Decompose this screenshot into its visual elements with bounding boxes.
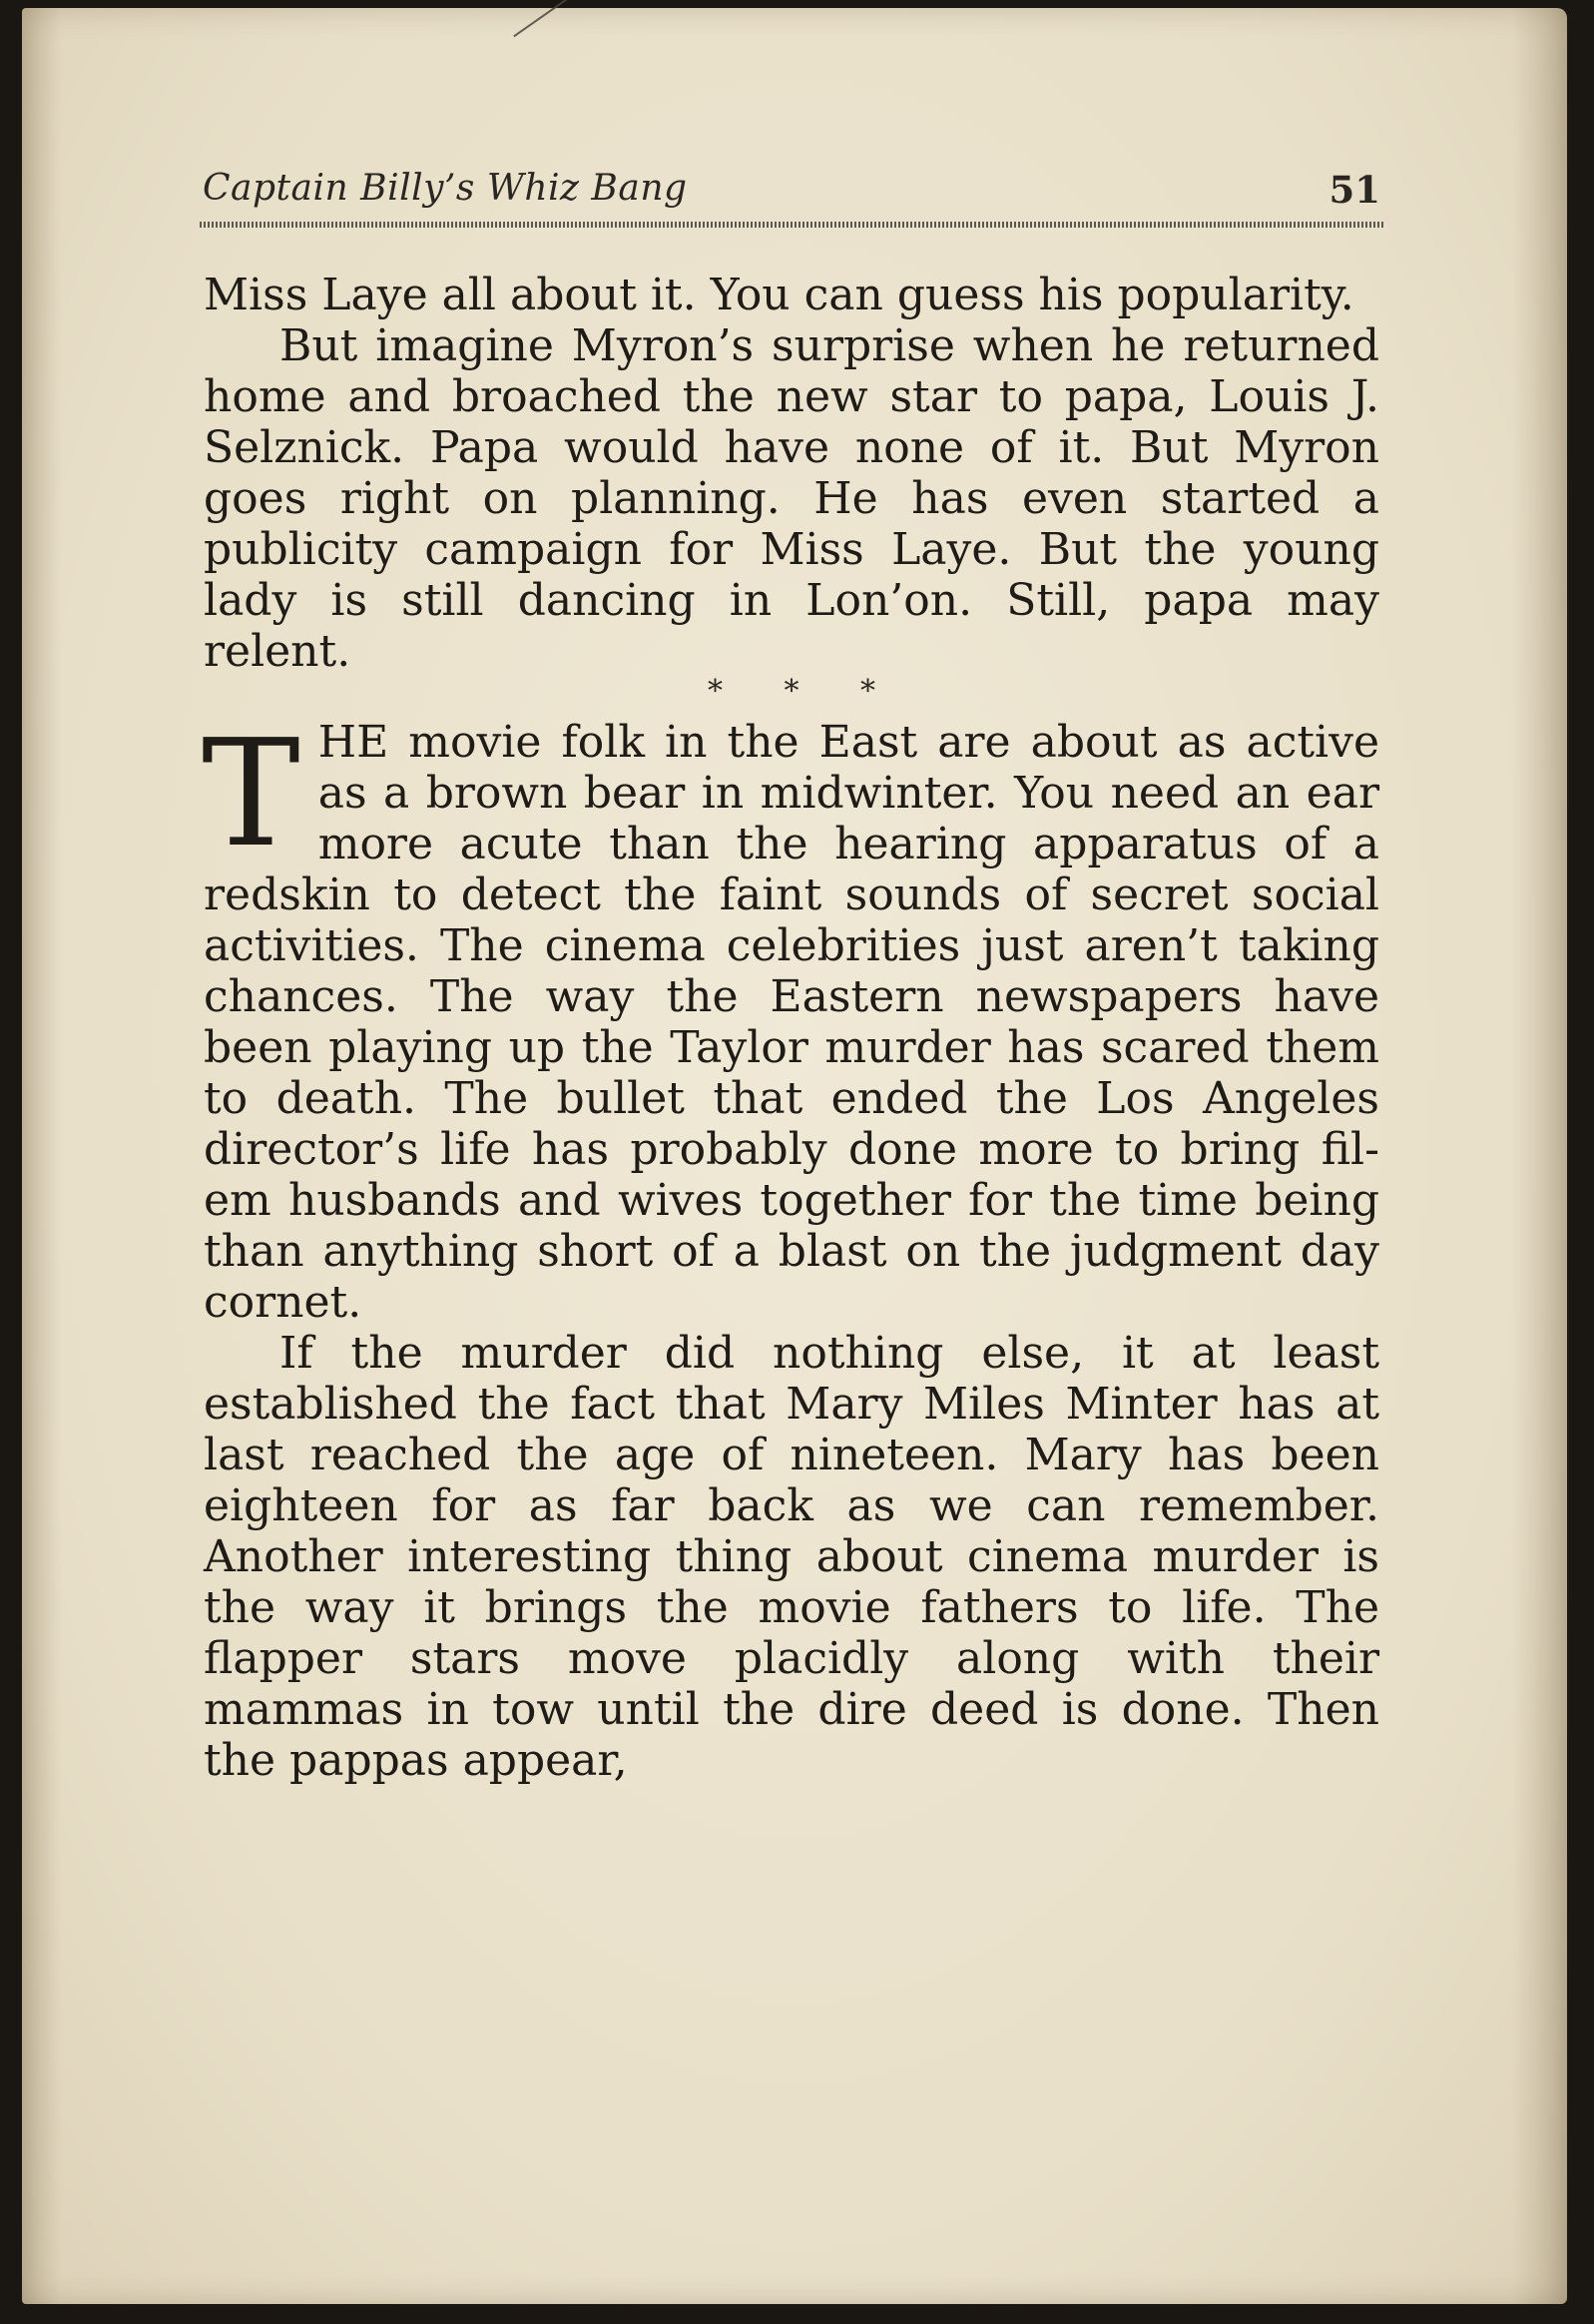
- article-text: [204, 270, 1379, 1786]
- section-separator: * * *: [707, 674, 902, 709]
- paragraph-continuation: Miss Laye all about it. You can guess his popularity.: [204, 270, 1354, 320]
- drop-cap: T: [202, 708, 300, 879]
- paragraph-movie-folk: HE movie folk in the East are about as active as a brown bear in midwinter. You need an ear more acute than the hearing apparatus of a redskin to detect the faint sounds of secret social activities. The cinema celebrities just aren’t taking chances. The way the Eastern newspapers have been playing up the Taylor murder has scared them to death. The bullet that ended the Los Angeles director’s life has probably done more to bring fil-em husbands and wives together for the time being than anything short of a blast on the judgment day cornet.: [204, 717, 1379, 1328]
- page-number: 51: [1328, 168, 1380, 212]
- paragraph-myron: But imagine Myron’s surprise when he returned home and broached the new star to papa, Louis J. Selznick. Papa would have none of it. But Myron goes right on planning. He has even started a publicity campaign for Miss Laye. But the young lady is still dancing in Lon’on. Still, papa may relent.: [204, 320, 1379, 677]
- paragraph-murder: If the murder did nothing else, it at least established the fact that Mary Miles Minter has at last reached the age of nineteen. Mary has been eighteen for as far back as we can remember. Another interesting thing about cinema murder is the way it brings the movie fathers to life. The flapper stars move placidly along with their mammas in tow until the dire deed is done. Then the pappas appear,: [204, 1328, 1379, 1786]
- section-movie-folk: [202, 708, 1379, 1328]
- journal-title: Captain Billy’s Whiz Bang: [203, 168, 688, 209]
- header-rule: [200, 222, 1383, 228]
- running-header: [203, 168, 1380, 224]
